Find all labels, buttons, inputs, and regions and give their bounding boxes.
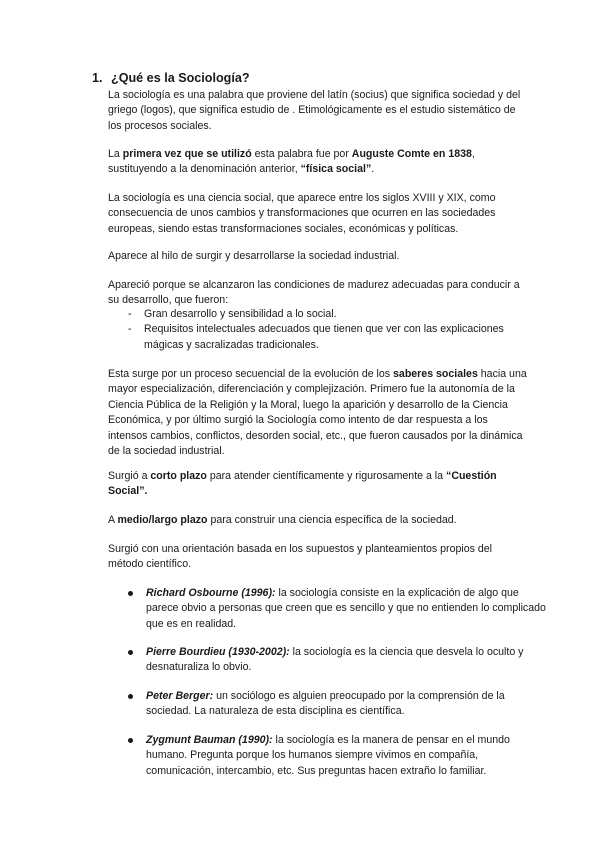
bullet-dot-icon: [128, 591, 133, 596]
paragraph-evolution: Esta surge por un proceso secuencial de la evolución de los saberes sociales hacia una mayor especialización, diferenciación y complejización. Primero fue la autonomía de la Ciencia Pública de la Religión y la Moral, luego la aparición y desarrollo de la Ciencia Económica, y por último surgió la Sociología como intento de dar respuesta a los intensos cambios, conflictos, desorden social, etc., que fueron causados por la dinámica de la sociedad industrial.: [108, 368, 527, 458]
paragraph-industrial: [108, 249, 528, 264]
paragraph-text: Apareció porque se alcanzaron las condiciones de madurez adecuadas para conducir a su desarrollo, que fueron:: [108, 279, 520, 307]
bold-term: “física social”: [300, 163, 372, 176]
paragraph-conditions: [108, 278, 528, 309]
paragraph-first-use: La primera vez que se utilizó esta palabra fue por Auguste Comte en 1838, sustituyendo a la denominación anterior, “física social”.: [108, 148, 475, 176]
paragraph-text: La sociología es una ciencia social, que aparece entre los siglos XVIII y XIX, como consecuencia de unos cambios y transformaciones que ocurren en las sociedades europeas, siendo estas transformaciones sociales, económicas y políticas.: [108, 192, 496, 235]
list-item: - Gran desarrollo y sensibilidad a lo social.: [128, 308, 337, 320]
paragraph-long-term: A medio/largo plazo para construir una ciencia específica de la sociedad.: [108, 514, 457, 526]
author-name: Zygmunt Bauman (1990):: [146, 734, 273, 746]
section-heading: [92, 71, 250, 86]
paragraph-text: Aparece al hilo de surgir y desarrollarse la sociedad industrial.: [108, 250, 400, 262]
author-name: Richard Osbourne (1996):: [146, 587, 276, 599]
bullet-dot-icon: [128, 694, 133, 699]
author-name: Pierre Bourdieu (1930-2002):: [146, 646, 290, 658]
bullet-dot-icon: [128, 650, 133, 655]
author-item-bauman: [126, 733, 548, 779]
author-item-berger: [126, 689, 548, 720]
author-item-bourdieu: [126, 645, 548, 676]
paragraph-text: Surgió con una orientación basada en los supuestos y planteamientos propios del método científico.: [108, 543, 492, 571]
author-quote: un sociólogo es alguien preocupado por la comprensión de la sociedad. La naturaleza de esta disciplina es científica.: [146, 690, 505, 718]
conditions-list: [108, 307, 528, 353]
bold-term: medio/largo plazo: [117, 514, 208, 526]
section-title: ¿Qué es la Sociología?: [111, 71, 250, 85]
bold-term: “Cuestión Social”.: [108, 470, 497, 498]
paragraph-method: [108, 542, 528, 573]
section-number: 1.: [92, 71, 103, 85]
paragraph-short-term: Surgió a corto plazo para atender científicamente y rigurosamente a la “Cuestión Social”.: [108, 470, 497, 498]
author-item-osbourne: [126, 586, 548, 632]
paragraph-definition: [108, 88, 528, 134]
bullet-dot-icon: [128, 738, 133, 743]
author-quote: la sociología consiste en la explicación de algo que parece obvio a personas que creen que es sencillo y que no entienden lo complicado que es en realidad.: [146, 587, 546, 630]
paragraph-text: La sociología es una palabra que proviene del latín (socius) que significa sociedad y del griego (logos), que significa estudio de . Etimológicamente es el estudio sistemático de los procesos sociales.: [108, 89, 521, 132]
bold-term: corto plazo: [150, 470, 207, 482]
author-quote: la sociología es la manera de pensar en el mundo humano. Pregunta porque los humanos siempre vivimos en compañía, comunicación, intercambio, etc. Sus preguntas hacen extraño lo familiar.: [146, 734, 510, 777]
bold-term: saberes sociales: [393, 368, 478, 380]
bold-term: primera vez que se utilizó: [122, 148, 252, 160]
author-name: Peter Berger:: [146, 690, 214, 702]
bold-term: Auguste Comte en 1838: [351, 148, 472, 160]
paragraph-origin: [108, 191, 528, 237]
author-quote: la sociología es la ciencia que desvela lo oculto y desnaturaliza lo obvio.: [146, 646, 524, 674]
list-item: - Requisitos intelectuales adecuados que tienen que ver con las explicaciones mágicas y sacralizadas tradicionales.: [128, 323, 504, 351]
